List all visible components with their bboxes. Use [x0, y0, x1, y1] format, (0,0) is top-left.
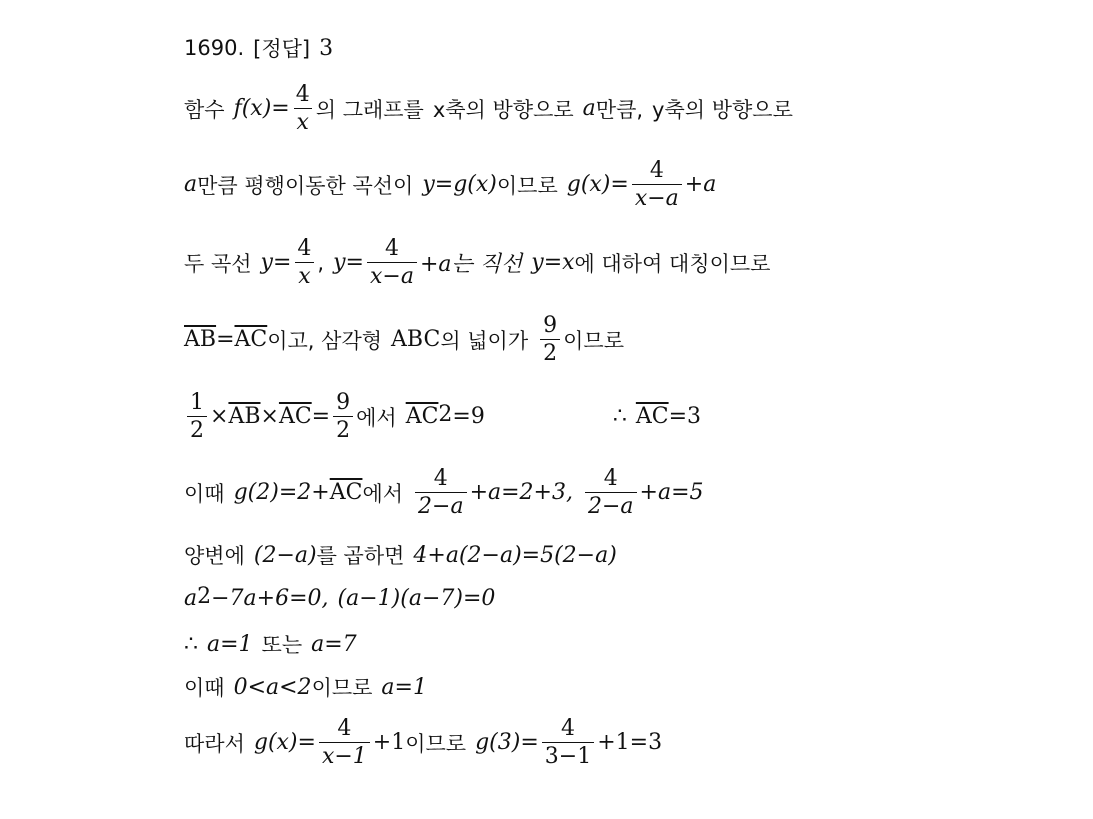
math-g3: g(3)=	[475, 730, 539, 756]
fraction-9-over-2	[540, 313, 560, 367]
denominator: 2	[187, 416, 207, 443]
math-fx: f(x)=	[233, 96, 290, 122]
text-multiply: 를 곱하면	[316, 544, 405, 568]
text-area: 의 넓이가	[440, 328, 529, 353]
numerator: 4	[295, 82, 310, 107]
math-a: a	[582, 96, 596, 122]
math-a-eq-1: a=1	[381, 674, 427, 700]
triangle-abc: ABC	[391, 327, 441, 353]
denominator: 2	[333, 416, 353, 443]
numerator: 4	[433, 466, 448, 491]
math-eq-5: +a=5	[639, 480, 704, 506]
math-y-eq-gx: y=g(x)	[422, 172, 497, 198]
segment-ac: $\overline{AC}$	[635, 404, 669, 430]
times: ×	[260, 404, 279, 430]
exponent-2: 2	[197, 584, 212, 609]
math-expand: 4+a(2−a)=5(2−a)	[413, 542, 617, 568]
solution-line-2	[184, 158, 716, 212]
numerator: 1	[190, 390, 204, 415]
text-x-axis: x축의 방향으로	[432, 97, 574, 122]
math-a: a	[184, 586, 198, 611]
answer-tag: [정답]	[253, 37, 311, 61]
fraction-4-over-x-minus-a	[367, 236, 417, 290]
math-gx: g(x)=	[253, 730, 316, 756]
denominator: x	[295, 262, 313, 289]
fraction-4-over-x-minus-a	[632, 158, 682, 212]
denominator: 2	[540, 339, 560, 366]
text-eseo: 에서	[356, 405, 397, 430]
text-therefore: 따라서	[184, 731, 245, 756]
fraction-4-over-3-minus-1	[542, 716, 594, 770]
numerator: 9	[336, 390, 351, 415]
problem-number: 1690.	[184, 36, 245, 60]
math-quadratic: −7a+6=0,	[211, 586, 329, 611]
fraction-4-over-2-minus-a	[585, 466, 637, 520]
math-plus-1: +1	[372, 730, 406, 756]
text-graph: 의 그래프를	[315, 97, 424, 122]
math-a-eq-7: a=7	[311, 631, 357, 657]
math-eq-2p3: +a=2+3,	[469, 480, 573, 506]
denominator: 3−1	[542, 742, 594, 769]
math-y-eq-x: y=x	[531, 250, 575, 276]
denominator: x	[294, 108, 312, 135]
math-result: +1=3	[597, 730, 663, 756]
math-plus-a: +a	[684, 172, 717, 198]
math-factor: (2−a)	[253, 542, 317, 568]
numerator: 4	[337, 716, 352, 741]
math-eq-3: =3	[668, 404, 702, 430]
numerator: 4	[649, 158, 664, 183]
fraction-4-over-2-minus-a	[415, 466, 467, 520]
text-both-sides: 양변에	[184, 544, 245, 568]
solution-line-4	[184, 313, 624, 367]
segment-ac: $\overline{AC}$	[278, 404, 312, 430]
segment-ab: $\overline{AB}$	[228, 404, 261, 430]
solution-line-7	[184, 540, 617, 570]
times: ×	[210, 404, 229, 430]
segment-ac: $\overline{AC}$	[405, 404, 439, 430]
text-imeuro: 이므로	[563, 328, 624, 353]
text-eseo: 에서	[362, 481, 404, 506]
solution-line-9	[184, 629, 357, 659]
solution-line-8	[184, 586, 495, 611]
text-imeuro: 이므로	[311, 676, 373, 700]
math-gx: g(x)=	[566, 172, 629, 198]
math-a-eq-1: a=1	[207, 631, 253, 657]
exponent-2: 2	[438, 402, 453, 428]
solution-line-6	[184, 466, 704, 520]
solution-line-11	[184, 716, 662, 770]
fraction-1-over-2	[187, 390, 207, 444]
solution-line-3	[184, 236, 770, 290]
numerator: 4	[603, 466, 618, 491]
therefore-symbol: ∴	[612, 404, 627, 430]
segment-ac: $\overline{AC}$	[234, 327, 268, 353]
text-ittae: 이때	[184, 481, 225, 506]
fraction-4-over-x-minus-1	[319, 716, 370, 770]
segment-ac: $\overline{AC}$	[329, 480, 363, 506]
text-hamsu: 함수	[184, 97, 225, 122]
segment-ab: $\overline{AB}$	[184, 327, 217, 353]
comma: ,	[317, 250, 325, 275]
math-eq-9: =9	[452, 404, 485, 430]
numerator: 9	[543, 313, 558, 338]
fraction-4-over-x	[293, 82, 313, 136]
numerator: 4	[384, 236, 399, 261]
denominator: x−a	[367, 262, 417, 289]
text-ittae: 이때	[184, 676, 225, 700]
solution-line-5	[184, 390, 701, 444]
math-y-eq: y=	[333, 250, 364, 276]
numerator: 4	[561, 716, 575, 741]
text-or: 또는	[261, 633, 303, 657]
denominator: x−1	[319, 742, 370, 769]
math-y-eq: y=	[260, 250, 292, 276]
text-igo: 이고, 삼각형	[267, 328, 383, 353]
math-inequality: 0<a<2	[233, 674, 312, 700]
math-a: a	[184, 172, 198, 198]
solution-line-1	[184, 82, 793, 136]
therefore-symbol: ∴	[184, 631, 198, 657]
denominator: 2−a	[415, 492, 467, 519]
solution-line-10	[184, 672, 427, 702]
text-imeuro: 이므로	[405, 731, 467, 756]
text-y-axis: y축의 방향으로	[652, 97, 793, 122]
equals: =	[216, 327, 235, 353]
text-translate: 만큼 평행이동한 곡선이	[197, 173, 414, 198]
text-two-curves: 두 곡선	[184, 251, 252, 276]
fraction-9-over-2	[333, 390, 353, 444]
math-g2: g(2)=2+	[233, 480, 330, 506]
numerator: 4	[297, 236, 312, 261]
fraction-4-over-x	[294, 236, 314, 290]
math-factored: (a−1)(a−7)=0	[337, 586, 496, 611]
denominator: 2−a	[585, 492, 637, 519]
equals: =	[311, 404, 331, 430]
text-mankeum: 만큼,	[595, 97, 644, 122]
denominator: x−a	[632, 184, 682, 211]
text-plus-a-line: +a는 직선	[419, 252, 523, 278]
text-symmetric: 에 대하여 대칭이므로	[574, 251, 771, 276]
answer-header	[184, 33, 333, 63]
text-imeuro: 이므로	[496, 173, 558, 198]
answer-value: 3	[319, 35, 334, 61]
